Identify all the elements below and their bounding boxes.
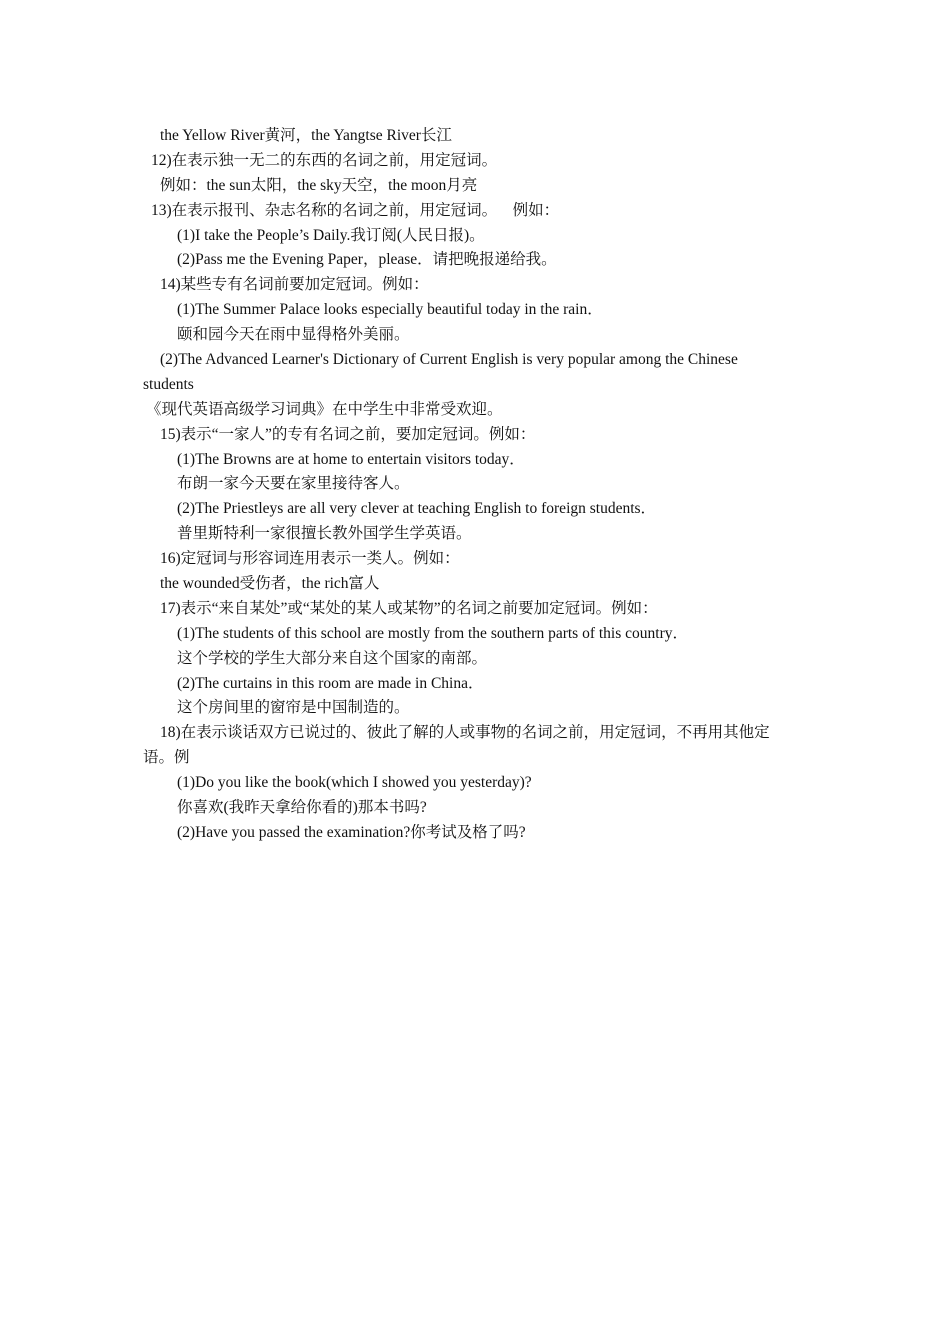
example-line: (2)The curtains in this room are made in China． (177, 674, 484, 692)
example-line: (2)Pass me the Evening Paper，please．请把晚报递给我。 (177, 251, 557, 269)
example-line: (1)The Summer Palace looks especially beautiful today in the rain． (177, 301, 603, 319)
rule-heading-14: 14)某些专有名词前要加定冠词。例如： (160, 276, 429, 294)
example-line-continued: students (143, 375, 194, 393)
translation-line: 这个学校的学生大部分来自这个国家的南部。 (177, 649, 488, 667)
example-line: (2)The Advanced Learner's Dictionary of Current English is very popular among the Chinese (160, 351, 738, 369)
rule-heading-12: 12)在表示独一无二的东西的名词之前，用定冠词。 (151, 151, 498, 169)
rule-heading-13: 13)在表示报刊、杂志名称的名词之前，用定冠词。 例如： (151, 201, 560, 219)
example-line: (2)Have you passed the examination?你考试及格了吗? (177, 823, 526, 841)
text-line: 例如：the sun太阳，the sky天空，the moon月亮 (160, 176, 478, 194)
rule-heading-16: 16)定冠词与形容词连用表示一类人。例如： (160, 550, 460, 568)
text-line: the Yellow River黄河，the Yangtse River长江 (160, 127, 452, 144)
translation-line: 你喜欢(我昨天拿给你看的)那本书吗? (177, 799, 427, 817)
example-line: (1)I take the People’s Daily.我订阅(人民日报)。 (177, 226, 485, 244)
document-body (143, 124, 823, 846)
translation-line: 布朗一家今天要在家里接待客人。 (177, 475, 410, 493)
rule-heading-18: 18)在表示谈话双方已说过的、彼此了解的人或事物的名词之前，用定冠词，不再用其他定 (160, 724, 770, 742)
example-line: (1)The students of this school are mostly from the southern parts of this country． (177, 624, 688, 642)
translation-line: 《现代英语高级学习词典》在中学生中非常受欢迎。 (146, 400, 503, 418)
translation-line: 普里斯特利一家很擅长教外国学生学英语。 (177, 525, 472, 543)
rule-heading-17: 17)表示“来自某处”或“某处的某人或某物”的名词之前要加定冠词。例如： (160, 599, 658, 617)
example-line: the wounded受伤者，the rich富人 (160, 575, 380, 593)
example-line: (1)The Browns are at home to entertain visitors today． (177, 450, 525, 468)
rule-heading-15: 15)表示“一家人”的专有名词之前，要加定冠词。例如： (160, 425, 536, 443)
example-line: (2)The Priestleys are all very clever at teaching English to foreign students． (177, 500, 657, 518)
translation-line: 这个房间里的窗帘是中国制造的。 (177, 699, 410, 717)
rule-heading-18-continued: 语。例 (143, 749, 190, 767)
translation-line: 颐和园今天在雨中显得格外美丽。 (177, 326, 410, 344)
example-line: (1)Do you like the book(which I showed you yesterday)? (177, 774, 532, 792)
